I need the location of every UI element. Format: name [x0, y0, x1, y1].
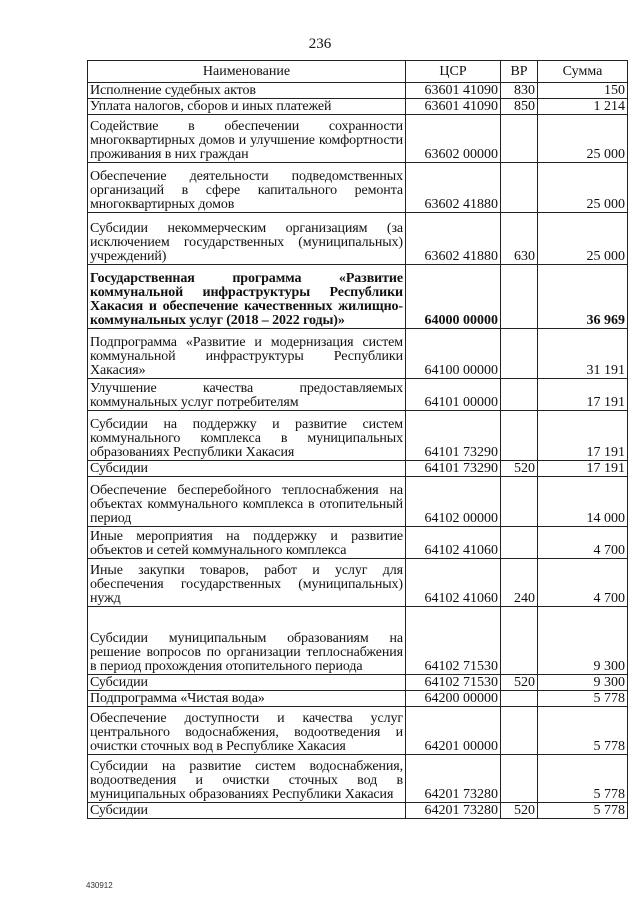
row-sum: 25 000	[538, 163, 628, 213]
table-row	[88, 163, 628, 213]
row-name: Обеспечение бесперебойного теплоснабжения на объектах коммунального комплекса в отопительный период	[88, 477, 406, 527]
row-csr: 64102 71530	[406, 675, 501, 691]
row-csr: 64102 41060	[406, 559, 501, 607]
row-name: Обеспечение доступности и качества услуг центрального водоснабжения, водоотведения и очистки сточных вод в Республике Хакасия	[88, 707, 406, 755]
row-csr: 64102 71530	[406, 607, 501, 675]
row-csr: 63602 00000	[406, 115, 501, 163]
row-sum: 5 778	[538, 707, 628, 755]
table-row	[88, 691, 628, 707]
table-row	[88, 265, 628, 329]
row-csr: 64101 73290	[406, 411, 501, 461]
row-name: Улучшение качества предоставляемых коммунальных услуг потребителям	[88, 379, 406, 411]
row-sum: 4 700	[538, 559, 628, 607]
row-sum: 5 778	[538, 803, 628, 819]
row-vr: 830	[501, 83, 538, 99]
row-csr: 63601 41090	[406, 99, 501, 115]
table-row	[88, 607, 628, 675]
table-header-row	[88, 61, 628, 83]
row-csr: 64200 00000	[406, 691, 501, 707]
row-name: Иные закупки товаров, работ и услуг для обеспечения государственных (муниципальных) нужд	[88, 559, 406, 607]
row-csr: 64102 00000	[406, 477, 501, 527]
row-vr	[501, 163, 538, 213]
header-sum: Сумма	[538, 61, 628, 83]
row-csr: 64102 41060	[406, 527, 501, 559]
row-vr	[501, 527, 538, 559]
row-vr: 850	[501, 99, 538, 115]
row-name: Содействие в обеспечении сохранности многоквартирных домов и улучшение комфортности проживания в них граждан	[88, 115, 406, 163]
table-row	[88, 755, 628, 803]
page-number: 236	[308, 36, 332, 52]
table-row	[88, 707, 628, 755]
row-sum: 14 000	[538, 477, 628, 527]
row-vr: 520	[501, 803, 538, 819]
header-name: Наименование	[88, 61, 406, 83]
table-row	[88, 213, 628, 265]
row-sum: 25 000	[538, 213, 628, 265]
row-sum: 31 191	[538, 329, 628, 379]
table-row	[88, 329, 628, 379]
row-vr	[501, 755, 538, 803]
row-sum: 4 700	[538, 527, 628, 559]
row-sum: 25 000	[538, 115, 628, 163]
row-sum: 1 214	[538, 99, 628, 115]
table-row	[88, 115, 628, 163]
budget-table	[87, 60, 628, 819]
header-vr: ВР	[501, 61, 538, 83]
row-name: Субсидии на развитие систем водоснабжения, водоотведения и очистки сточных вод в муниципальных образованиях Республики Хакасия	[88, 755, 406, 803]
row-name: Субсидии	[88, 461, 406, 477]
row-vr: 520	[501, 461, 538, 477]
table-row	[88, 83, 628, 99]
row-sum: 17 191	[538, 461, 628, 477]
row-name: Уплата налогов, сборов и иных платежей	[88, 99, 406, 115]
row-vr	[501, 411, 538, 461]
row-sum: 17 191	[538, 379, 628, 411]
row-sum: 5 778	[538, 691, 628, 707]
row-name: Иные мероприятия на поддержку и развитие объектов и сетей коммунального комплекса	[88, 527, 406, 559]
table-row	[88, 379, 628, 411]
row-sum: 5 778	[538, 755, 628, 803]
row-vr: 630	[501, 213, 538, 265]
row-name: Исполнение судебных актов	[88, 83, 406, 99]
table-row	[88, 559, 628, 607]
footer-mark: 430912	[86, 881, 113, 890]
table-row	[88, 99, 628, 115]
row-csr: 64201 73280	[406, 803, 501, 819]
row-name: Обеспечение деятельности подведомственных организаций в сфере капитального ремонта многоквартирных домов	[88, 163, 406, 213]
row-csr: 63602 41880	[406, 163, 501, 213]
row-vr	[501, 265, 538, 329]
row-csr: 63602 41880	[406, 213, 501, 265]
row-name: Субсидии на поддержку и развитие систем коммунального комплекса в муниципальных образованиях Республики Хакасия	[88, 411, 406, 461]
row-name: Подпрограмма «Развитие и модернизация систем коммунальной инфраструктуры Республики Хакасия»	[88, 329, 406, 379]
row-csr: 64000 00000	[406, 265, 501, 329]
row-csr: 64100 00000	[406, 329, 501, 379]
row-csr: 64201 73280	[406, 755, 501, 803]
table-row	[88, 461, 628, 477]
table-row	[88, 675, 628, 691]
row-csr: 63601 41090	[406, 83, 501, 99]
row-vr	[501, 379, 538, 411]
row-vr	[501, 691, 538, 707]
row-vr: 240	[501, 559, 538, 607]
row-name: Подпрограмма «Чистая вода»	[88, 691, 406, 707]
row-sum: 17 191	[538, 411, 628, 461]
row-sum: 36 969	[538, 265, 628, 329]
table-row	[88, 527, 628, 559]
row-csr: 64101 73290	[406, 461, 501, 477]
row-name: Государственная программа «Развитие коммунальной инфраструктуры Республики Хакасия и обеспечение качественных жилищно-коммунальных услуг (2018 – 2022 годы)»	[88, 265, 406, 329]
header-csr: ЦСР	[406, 61, 501, 83]
table-row	[88, 477, 628, 527]
row-vr	[501, 477, 538, 527]
row-name: Субсидии	[88, 803, 406, 819]
row-vr	[501, 115, 538, 163]
row-vr: 520	[501, 675, 538, 691]
table-row	[88, 803, 628, 819]
row-vr	[501, 607, 538, 675]
row-sum: 150	[538, 83, 628, 99]
row-name: Субсидии	[88, 675, 406, 691]
row-vr	[501, 329, 538, 379]
row-sum: 9 300	[538, 675, 628, 691]
row-vr	[501, 707, 538, 755]
row-csr: 64101 00000	[406, 379, 501, 411]
table-row	[88, 411, 628, 461]
row-name: Субсидии некоммерческим организациям (за исключением государственных (муниципальных) учреждений)	[88, 213, 406, 265]
row-sum: 9 300	[538, 607, 628, 675]
row-name: Субсидии муниципальным образованиям на решение вопросов по организации теплоснабжения в период прохождения отопительного периода	[88, 607, 406, 675]
row-csr: 64201 00000	[406, 707, 501, 755]
